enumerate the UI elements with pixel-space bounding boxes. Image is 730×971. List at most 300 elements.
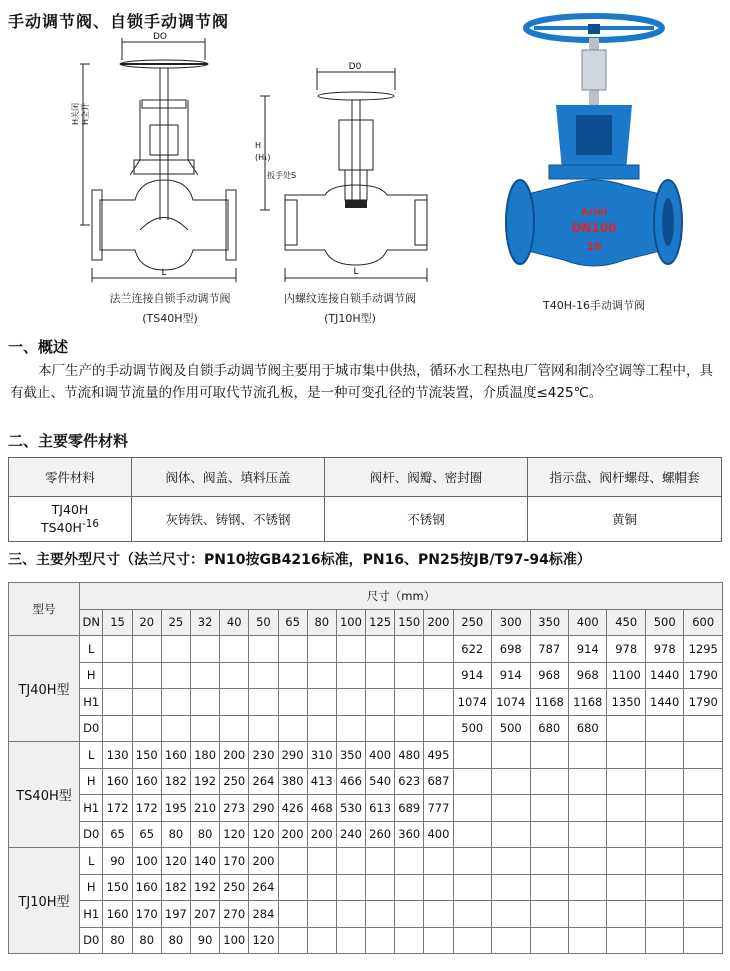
value-cell	[220, 689, 249, 716]
value-cell: 1295	[684, 636, 723, 663]
table-row	[9, 821, 723, 848]
value-cell	[492, 821, 530, 848]
materials-value-1: 不锈钢	[325, 497, 528, 542]
photo-dn: DN100	[571, 221, 617, 235]
value-cell	[278, 901, 307, 928]
value-cell: 468	[307, 795, 336, 822]
value-cell	[684, 901, 723, 928]
table-row	[9, 768, 723, 795]
value-cell	[453, 821, 491, 848]
value-cell	[249, 662, 278, 689]
value-cell: 400	[366, 742, 395, 769]
value-cell: 1168	[568, 689, 606, 716]
value-cell: 120	[161, 848, 190, 875]
value-cell	[395, 662, 424, 689]
value-cell	[607, 821, 645, 848]
value-cell	[684, 927, 723, 954]
value-cell	[366, 662, 395, 689]
row-label: H1	[80, 795, 103, 822]
section2-title: 二、主要零件材料	[8, 432, 129, 450]
value-cell	[395, 927, 424, 954]
dn-cell: 300	[492, 609, 530, 636]
value-cell	[607, 768, 645, 795]
value-cell	[249, 689, 278, 716]
value-cell: 140	[190, 848, 219, 875]
value-cell	[395, 874, 424, 901]
value-cell: 130	[103, 742, 132, 769]
value-cell	[336, 636, 365, 663]
value-cell: 273	[220, 795, 249, 822]
value-cell	[103, 662, 132, 689]
value-cell: 207	[190, 901, 219, 928]
value-cell: 1790	[684, 662, 723, 689]
dn-cell: 25	[161, 609, 190, 636]
value-cell	[424, 715, 453, 742]
value-cell	[684, 795, 723, 822]
flange-dim-top: DO	[152, 32, 168, 42]
materials-header-1: 阀体、阀盖、填料压盖	[132, 458, 325, 497]
value-cell	[645, 742, 683, 769]
value-cell: 200	[278, 821, 307, 848]
value-cell: 290	[278, 742, 307, 769]
value-cell: 192	[190, 768, 219, 795]
table-row	[9, 742, 723, 769]
value-cell	[132, 715, 161, 742]
section1-text: 本厂生产的手动调节阀及自锁手动调节阀主要用于城市集中供热，循环水工程热电厂管网和制冷空调等工程中，具有截止、节流和调节流量的作用可取代节流孔板，是一种可变孔径的节流装置，介质温度≤425℃。	[10, 363, 713, 401]
dims-dn-row	[9, 609, 723, 636]
value-cell	[453, 768, 491, 795]
value-cell: 150	[132, 742, 161, 769]
value-cell	[568, 874, 606, 901]
value-cell	[278, 636, 307, 663]
value-cell: 1100	[607, 662, 645, 689]
table-row	[9, 795, 723, 822]
dn-cell: 500	[645, 609, 683, 636]
value-cell: 680	[530, 715, 568, 742]
value-cell: 413	[307, 768, 336, 795]
dn-label: DN	[80, 609, 103, 636]
dn-cell: 32	[190, 609, 219, 636]
row-label: H1	[80, 901, 103, 928]
value-cell	[645, 795, 683, 822]
value-cell	[395, 636, 424, 663]
materials-header-0: 零件材料	[9, 458, 132, 497]
value-cell	[453, 901, 491, 928]
value-cell	[161, 715, 190, 742]
table-row	[9, 689, 723, 716]
value-cell	[307, 848, 336, 875]
value-cell: 160	[132, 874, 161, 901]
value-cell	[366, 901, 395, 928]
value-cell: 260	[366, 821, 395, 848]
value-cell	[530, 848, 568, 875]
materials-value-2: 黄铜	[528, 497, 722, 542]
value-cell	[307, 636, 336, 663]
value-cell: 120	[249, 821, 278, 848]
thread-dim-side2: (H₁)	[255, 153, 271, 162]
table-row	[9, 636, 723, 663]
value-cell	[424, 636, 453, 663]
value-cell	[645, 821, 683, 848]
table-row	[9, 927, 723, 954]
materials-row-label	[9, 497, 132, 542]
materials-header-3: 指示盘、阀杆螺母、螺帽套	[528, 458, 722, 497]
value-cell	[336, 927, 365, 954]
value-cell	[530, 742, 568, 769]
value-cell: 787	[530, 636, 568, 663]
value-cell: 160	[103, 768, 132, 795]
value-cell: 100	[220, 927, 249, 954]
value-cell	[568, 742, 606, 769]
row-label: D0	[80, 821, 103, 848]
value-cell: 200	[220, 742, 249, 769]
dn-cell: 65	[278, 609, 307, 636]
dn-cell: 450	[607, 609, 645, 636]
flange-valve-diagram	[71, 30, 250, 290]
model-cell: TJ10H型	[9, 848, 80, 954]
value-cell: 182	[161, 768, 190, 795]
value-cell: 495	[424, 742, 453, 769]
dn-cell: 40	[220, 609, 249, 636]
thread-caption-1: 内螺纹连接自锁手动调节阀	[284, 292, 416, 305]
value-cell: 310	[307, 742, 336, 769]
value-cell	[424, 848, 453, 875]
value-cell: 182	[161, 874, 190, 901]
thread-dim-bottom: L	[353, 267, 359, 277]
value-cell: 230	[249, 742, 278, 769]
value-cell: 80	[190, 821, 219, 848]
value-cell	[278, 662, 307, 689]
materials-row-label-1: TJ40H	[51, 502, 89, 518]
dn-cell: 80	[307, 609, 336, 636]
value-cell	[103, 715, 132, 742]
dimensions-table	[8, 582, 723, 954]
value-cell: 777	[424, 795, 453, 822]
value-cell	[530, 821, 568, 848]
table-row	[9, 874, 723, 901]
value-cell	[395, 715, 424, 742]
value-cell	[424, 689, 453, 716]
value-cell	[132, 662, 161, 689]
value-cell	[336, 715, 365, 742]
value-cell	[132, 689, 161, 716]
value-cell: 90	[103, 848, 132, 875]
value-cell: 380	[278, 768, 307, 795]
value-cell: 622	[453, 636, 491, 663]
value-cell: 426	[278, 795, 307, 822]
value-cell	[395, 901, 424, 928]
value-cell: 1168	[530, 689, 568, 716]
value-cell	[607, 742, 645, 769]
thread-valve-diagram	[255, 60, 445, 290]
section1-title: 一、概述	[8, 338, 69, 356]
value-cell: 240	[336, 821, 365, 848]
value-cell	[607, 848, 645, 875]
flange-caption-2: (TS40H型)	[142, 312, 198, 325]
flange-dim-side2: H全开	[81, 102, 90, 125]
value-cell: 80	[161, 927, 190, 954]
materials-row-label-2: TS40H	[41, 520, 82, 536]
value-cell	[568, 795, 606, 822]
value-cell	[645, 901, 683, 928]
model-cell: TS40H型	[9, 742, 80, 848]
photo-caption: T40H-16手动调节阀	[543, 299, 645, 312]
thread-dim-side1: H	[255, 141, 262, 150]
value-cell	[453, 874, 491, 901]
value-cell	[492, 742, 530, 769]
value-cell: 400	[424, 821, 453, 848]
dn-cell: 600	[684, 609, 723, 636]
value-cell	[607, 901, 645, 928]
value-cell: 200	[307, 821, 336, 848]
value-cell: 120	[249, 927, 278, 954]
value-cell	[366, 874, 395, 901]
row-label: H	[80, 874, 103, 901]
value-cell	[424, 927, 453, 954]
value-cell	[366, 848, 395, 875]
value-cell: 680	[568, 715, 606, 742]
value-cell	[307, 927, 336, 954]
materials-value-0: 灰铸铁、铸钢、不锈钢	[132, 497, 325, 542]
value-cell: 466	[336, 768, 365, 795]
value-cell: 968	[568, 662, 606, 689]
materials-header-2: 阀杆、阀瓣、密封圈	[325, 458, 528, 497]
value-cell	[492, 768, 530, 795]
value-cell: 160	[103, 901, 132, 928]
value-cell	[568, 848, 606, 875]
value-cell	[336, 901, 365, 928]
value-cell	[568, 927, 606, 954]
value-cell: 80	[161, 821, 190, 848]
value-cell	[453, 795, 491, 822]
value-cell	[366, 636, 395, 663]
value-cell: 65	[132, 821, 161, 848]
value-cell: 623	[395, 768, 424, 795]
photo-pn: 16	[586, 240, 602, 253]
value-cell: 540	[366, 768, 395, 795]
value-cell	[645, 848, 683, 875]
dims-header-row	[9, 583, 723, 610]
value-cell	[190, 689, 219, 716]
dn-cell: 350	[530, 609, 568, 636]
value-cell	[424, 901, 453, 928]
value-cell	[607, 795, 645, 822]
value-cell: 689	[395, 795, 424, 822]
size-header: 尺寸（mm）	[80, 583, 723, 610]
value-cell: 172	[103, 795, 132, 822]
value-cell	[132, 636, 161, 663]
flange-dim-bottom: L	[161, 268, 167, 278]
row-label: L	[80, 742, 103, 769]
value-cell	[492, 795, 530, 822]
value-cell	[684, 821, 723, 848]
value-cell: 978	[645, 636, 683, 663]
value-cell	[190, 715, 219, 742]
value-cell: 480	[395, 742, 424, 769]
value-cell: 1074	[453, 689, 491, 716]
table-row	[9, 848, 723, 875]
value-cell: 360	[395, 821, 424, 848]
value-cell: 80	[132, 927, 161, 954]
value-cell	[530, 795, 568, 822]
value-cell: 1350	[607, 689, 645, 716]
value-cell	[220, 662, 249, 689]
dn-cell: 100	[336, 609, 365, 636]
value-cell: 160	[132, 768, 161, 795]
row-label: L	[80, 636, 103, 663]
value-cell	[307, 689, 336, 716]
value-cell	[530, 927, 568, 954]
value-cell	[684, 715, 723, 742]
value-cell: 1790	[684, 689, 723, 716]
dn-cell: 200	[424, 609, 453, 636]
value-cell	[307, 662, 336, 689]
value-cell: 914	[453, 662, 491, 689]
model-header: 型号	[9, 583, 80, 636]
row-label: H	[80, 768, 103, 795]
value-cell	[307, 874, 336, 901]
value-cell: 192	[190, 874, 219, 901]
value-cell	[453, 742, 491, 769]
table-row	[9, 715, 723, 742]
value-cell	[278, 874, 307, 901]
dn-cell: 20	[132, 609, 161, 636]
value-cell	[568, 901, 606, 928]
value-cell	[366, 927, 395, 954]
value-cell	[366, 715, 395, 742]
valve-photo	[494, 10, 694, 290]
value-cell: 250	[220, 768, 249, 795]
value-cell: 120	[220, 821, 249, 848]
value-cell	[607, 715, 645, 742]
materials-row-label-sup: -16	[81, 518, 99, 531]
value-cell	[220, 636, 249, 663]
value-cell	[336, 848, 365, 875]
thread-caption-2: (TJ10H型)	[324, 312, 376, 325]
value-cell	[492, 848, 530, 875]
value-cell: 613	[366, 795, 395, 822]
value-cell: 687	[424, 768, 453, 795]
row-label: H1	[80, 689, 103, 716]
dn-cell: 250	[453, 609, 491, 636]
value-cell: 284	[249, 901, 278, 928]
value-cell: 200	[249, 848, 278, 875]
value-cell: 90	[190, 927, 219, 954]
value-cell: 180	[190, 742, 219, 769]
value-cell	[190, 662, 219, 689]
section3-title: 三、主要外型尺寸（法兰尺寸：PN10按GB4216标准，PN16、PN25按JB/T97-94标准）	[8, 552, 591, 568]
table-row	[9, 662, 723, 689]
value-cell: 210	[190, 795, 219, 822]
value-cell	[684, 742, 723, 769]
value-cell	[684, 768, 723, 795]
dn-cell: 50	[249, 609, 278, 636]
value-cell: 170	[132, 901, 161, 928]
value-cell: 698	[492, 636, 530, 663]
value-cell: 350	[336, 742, 365, 769]
value-cell: 264	[249, 768, 278, 795]
value-cell	[366, 689, 395, 716]
value-cell	[190, 636, 219, 663]
value-cell	[278, 689, 307, 716]
dn-cell: 150	[395, 609, 424, 636]
value-cell: 160	[161, 742, 190, 769]
value-cell	[395, 689, 424, 716]
value-cell	[453, 848, 491, 875]
photo-brand: Ariel	[580, 207, 608, 218]
value-cell	[645, 715, 683, 742]
value-cell	[645, 874, 683, 901]
value-cell	[424, 662, 453, 689]
row-label: H	[80, 662, 103, 689]
value-cell	[336, 662, 365, 689]
value-cell: 530	[336, 795, 365, 822]
value-cell: 264	[249, 874, 278, 901]
value-cell	[278, 715, 307, 742]
value-cell	[103, 689, 132, 716]
value-cell	[568, 768, 606, 795]
page-title: 手动调节阀、自锁手动调节阀	[8, 12, 230, 31]
value-cell	[278, 848, 307, 875]
thread-dim-wrench: 扳手处S	[267, 171, 297, 180]
value-cell: 195	[161, 795, 190, 822]
value-cell	[220, 715, 249, 742]
table-row	[9, 901, 723, 928]
row-label: L	[80, 848, 103, 875]
value-cell: 250	[220, 874, 249, 901]
value-cell	[336, 689, 365, 716]
value-cell	[492, 927, 530, 954]
value-cell	[568, 821, 606, 848]
value-cell	[249, 715, 278, 742]
value-cell: 172	[132, 795, 161, 822]
row-label: D0	[80, 715, 103, 742]
value-cell: 1440	[645, 662, 683, 689]
thread-dim-top: D0	[348, 62, 362, 72]
row-label: D0	[80, 927, 103, 954]
value-cell	[336, 874, 365, 901]
value-cell: 968	[530, 662, 568, 689]
value-cell	[161, 689, 190, 716]
dn-cell: 125	[366, 609, 395, 636]
value-cell	[492, 901, 530, 928]
value-cell: 1440	[645, 689, 683, 716]
value-cell: 500	[453, 715, 491, 742]
value-cell	[278, 927, 307, 954]
value-cell: 80	[103, 927, 132, 954]
value-cell	[492, 874, 530, 901]
value-cell: 270	[220, 901, 249, 928]
value-cell: 65	[103, 821, 132, 848]
value-cell: 978	[607, 636, 645, 663]
value-cell	[453, 927, 491, 954]
value-cell	[684, 848, 723, 875]
value-cell: 150	[103, 874, 132, 901]
dn-cell: 400	[568, 609, 606, 636]
value-cell	[684, 874, 723, 901]
value-cell	[530, 768, 568, 795]
materials-table	[8, 457, 722, 542]
value-cell: 100	[132, 848, 161, 875]
value-cell	[161, 662, 190, 689]
value-cell: 914	[492, 662, 530, 689]
value-cell	[103, 636, 132, 663]
value-cell	[645, 927, 683, 954]
value-cell	[645, 768, 683, 795]
value-cell	[607, 874, 645, 901]
value-cell: 914	[568, 636, 606, 663]
value-cell	[307, 715, 336, 742]
